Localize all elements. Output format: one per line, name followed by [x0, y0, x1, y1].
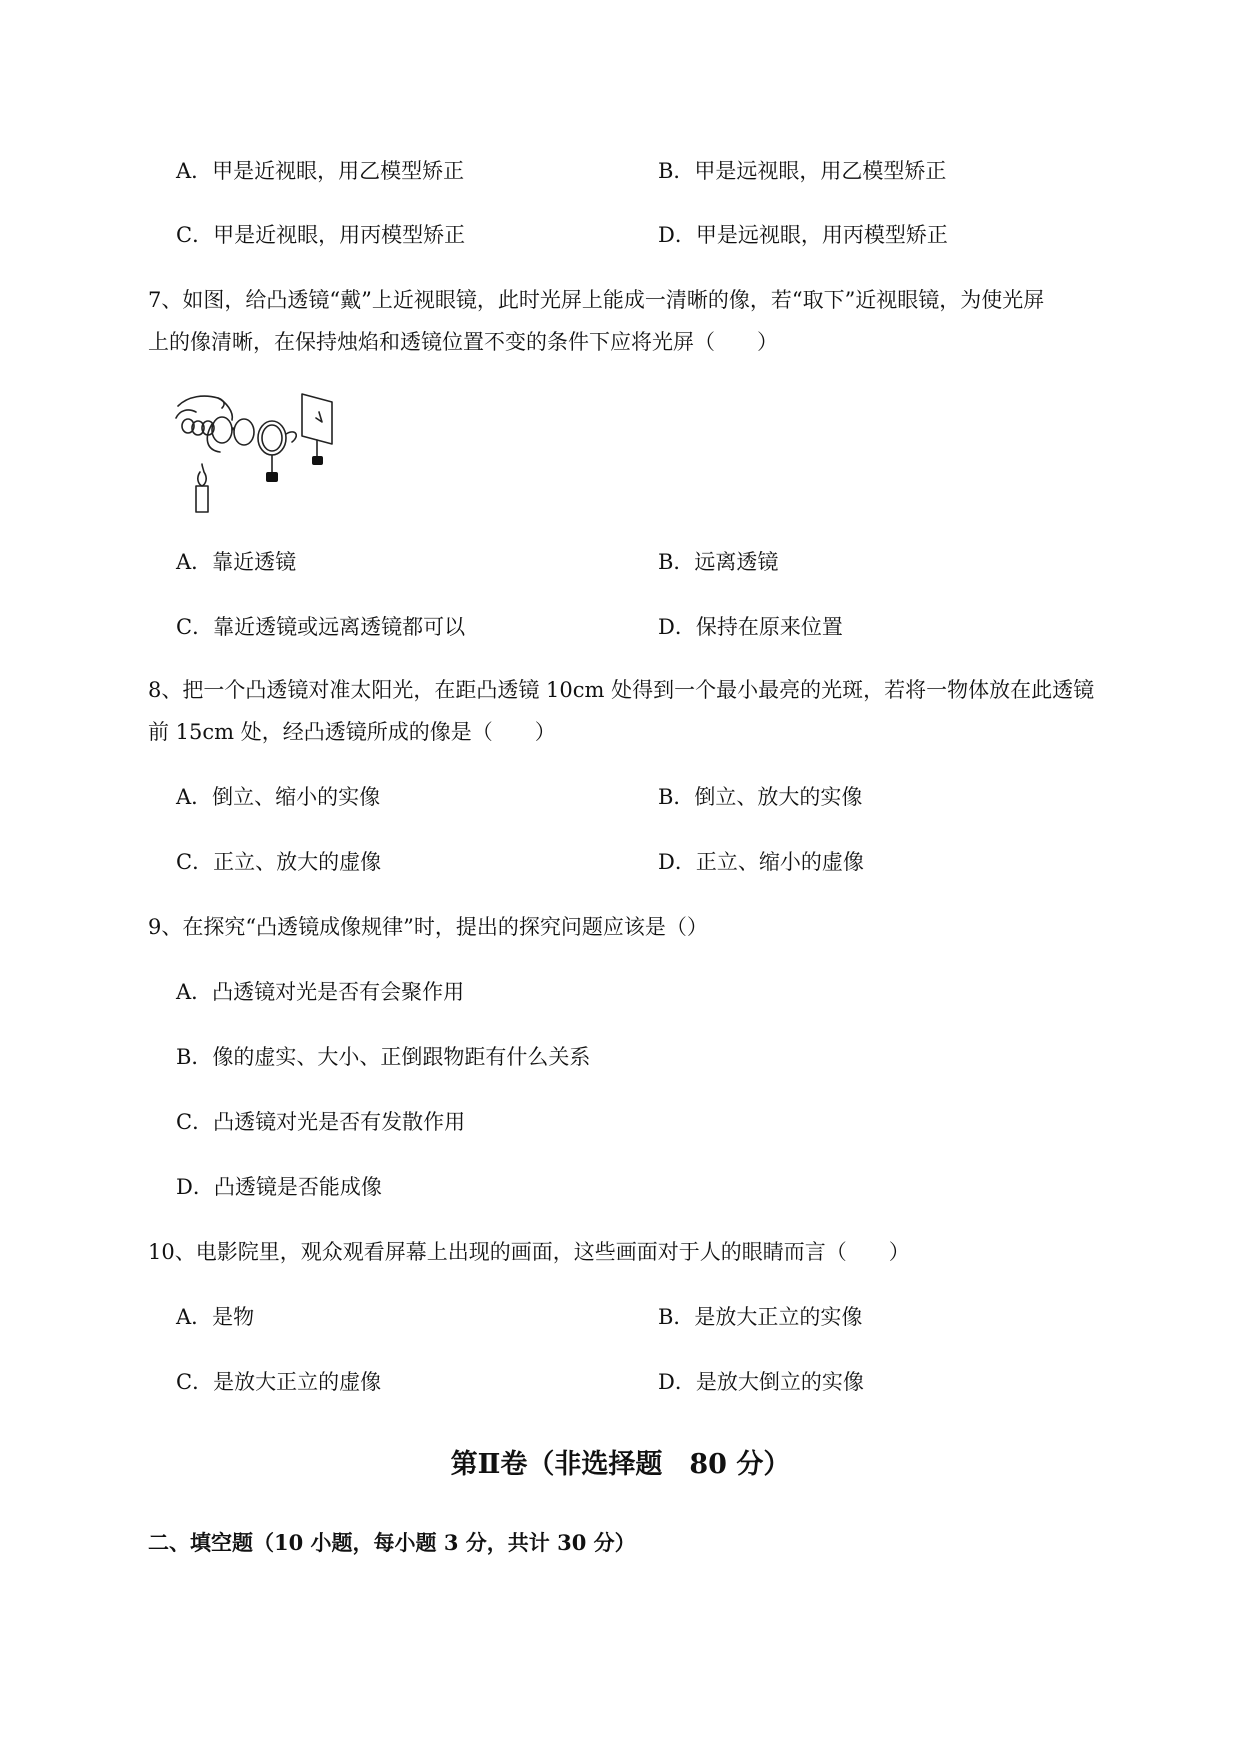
q7-option-b: B．远离透镜 — [658, 550, 779, 574]
q8-option-a: A．倒立、缩小的实像 — [176, 785, 381, 809]
q8-option-d: D．正立、缩小的虚像 — [658, 850, 864, 874]
q8-option-c: C．正立、放大的虚像 — [176, 850, 382, 874]
q10-option-c: C．是放大正立的虚像 — [176, 1370, 382, 1394]
q8-stem-line1: 8、把一个凸透镜对准太阳光，在距凸透镜 10cm 处得到一个最小最亮的光斑，若将一物体放在此透镜 — [148, 678, 1095, 702]
q8-stem-line2: 前 15cm 处，经凸透镜所成的像是（ ） — [148, 720, 556, 744]
q6-option-b: B．甲是远视眼，用乙模型矫正 — [658, 159, 947, 183]
q6-option-d: D．甲是远视眼，用丙模型矫正 — [658, 223, 948, 247]
q10-option-d: D．是放大倒立的实像 — [658, 1370, 864, 1394]
q7-option-a: A．靠近透镜 — [176, 550, 297, 574]
q9-stem: 9、在探究“凸透镜成像规律”时，提出的探究问题应该是（） — [148, 915, 708, 939]
q9-option-d: D．凸透镜是否能成像 — [176, 1175, 382, 1199]
q6-option-a: A．甲是近视眼，用乙模型矫正 — [176, 159, 465, 183]
section-title: 第Ⅱ卷（非选择题 80 分） — [450, 1449, 791, 1480]
q7-option-c: C．靠近透镜或远离透镜都可以 — [176, 615, 466, 639]
q10-stem: 10、电影院里，观众观看屏幕上出现的画面，这些画面对于人的眼睛而言（ ） — [148, 1240, 910, 1264]
q7-option-d: D．保持在原来位置 — [658, 615, 843, 639]
q10-option-b: B．是放大正立的实像 — [658, 1305, 863, 1329]
part-two-title: 二、填空题（10 小题，每小题 3 分，共计 30 分） — [148, 1530, 636, 1555]
lens-experiment-figure — [174, 388, 350, 516]
q9-option-c: C．凸透镜对光是否有发散作用 — [176, 1110, 466, 1134]
q8-option-b: B．倒立、放大的实像 — [658, 785, 863, 809]
q9-option-a: A．凸透镜对光是否有会聚作用 — [176, 980, 465, 1004]
q9-option-b: B．像的虚实、大小、正倒跟物距有什么关系 — [176, 1045, 591, 1069]
q7-stem-line1: 7、如图，给凸透镜“戴”上近视眼镜，此时光屏上能成一清晰的像，若“取下”近视眼镜，为使光屏 — [148, 288, 1045, 312]
q7-stem-line2: 上的像清晰，在保持烛焰和透镜位置不变的条件下应将光屏（ ） — [148, 330, 778, 354]
q10-option-a: A．是物 — [176, 1305, 255, 1329]
q6-option-c: C．甲是近视眼，用丙模型矫正 — [176, 223, 466, 247]
